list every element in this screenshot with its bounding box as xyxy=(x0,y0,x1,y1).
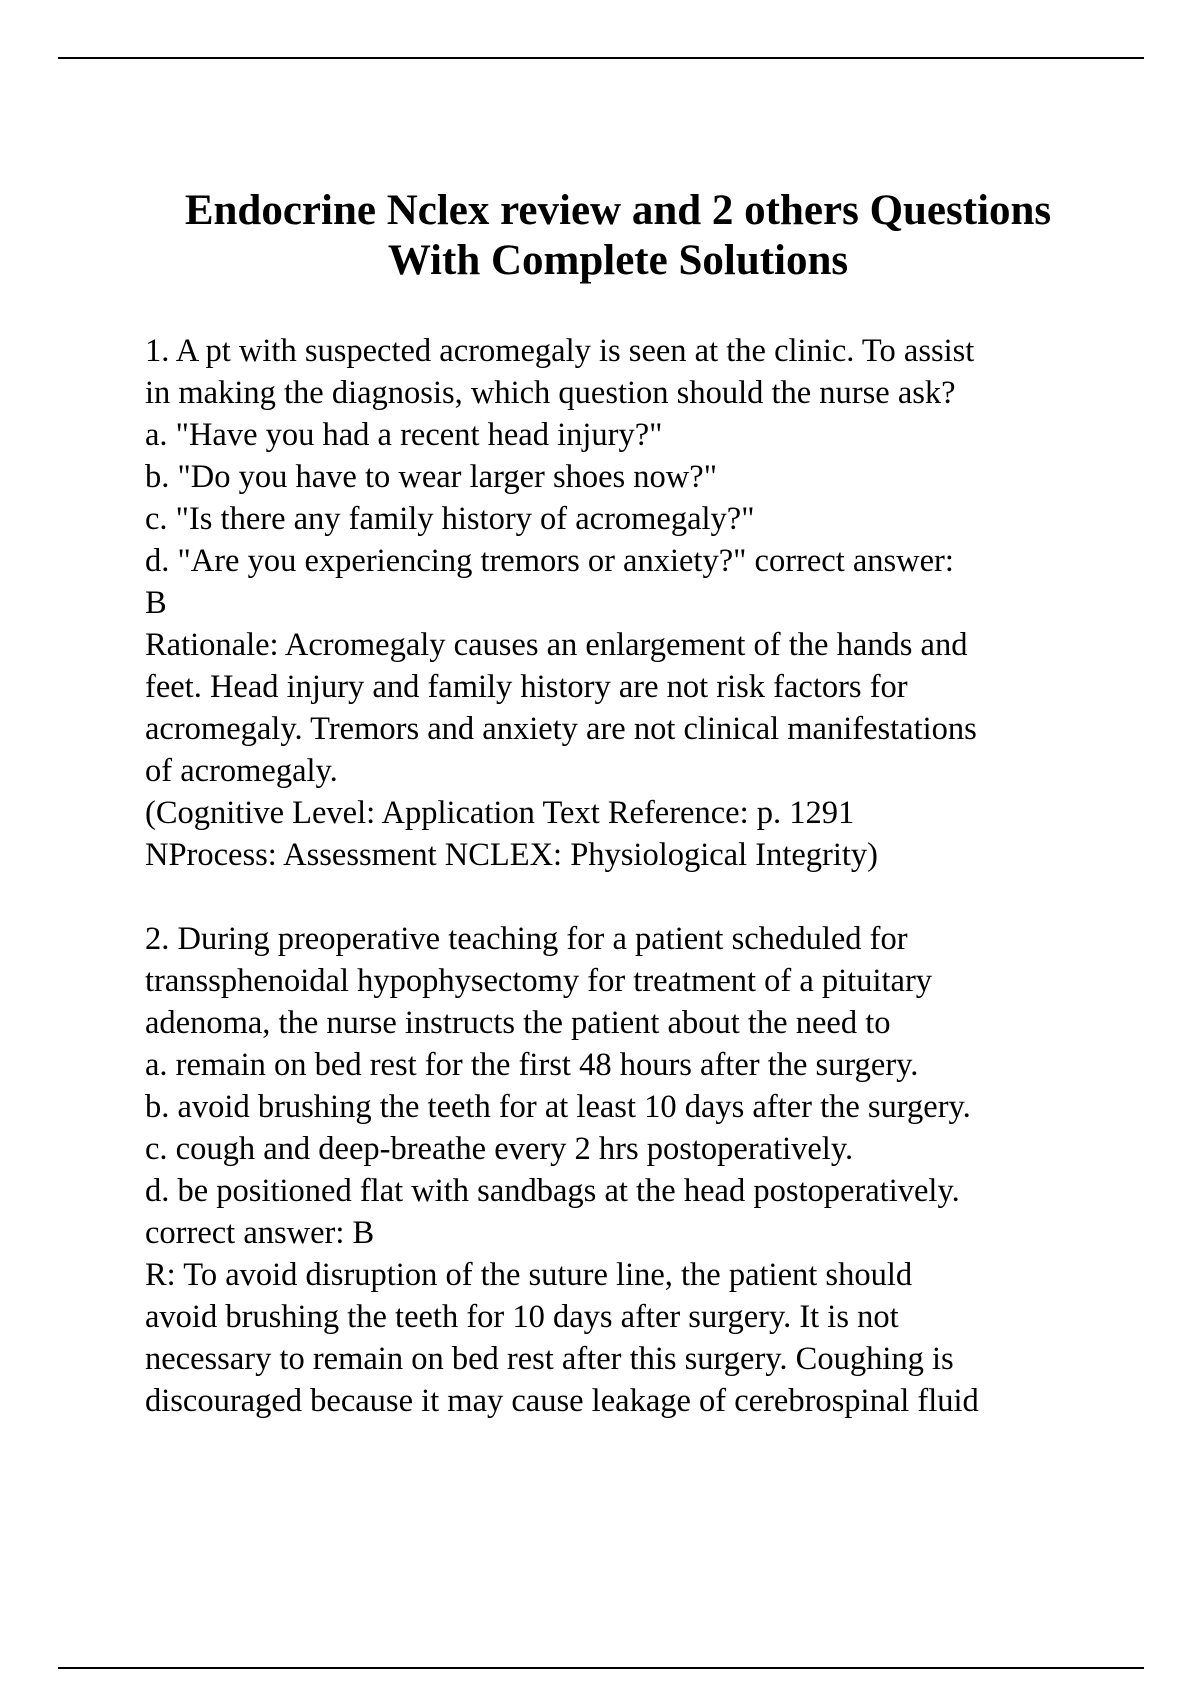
question-1-rationale: acromegaly. Tremors and anxiety are not clinical manifestations xyxy=(145,711,977,747)
question-2-option-b: b. avoid brushing the teeth for at least 10 days after the surgery. xyxy=(145,1089,971,1125)
question-1-option-c: c. "Is there any family history of acromegaly?" xyxy=(145,501,755,537)
question-2-option-c: c. cough and deep-breathe every 2 hrs postoperatively. xyxy=(145,1131,854,1167)
title-line: With Complete Solutions xyxy=(387,237,849,284)
top-divider xyxy=(58,57,1144,59)
question-2-option-d: d. be positioned flat with sandbags at the head postoperatively. xyxy=(145,1173,960,1209)
question-1-rationale: feet. Head injury and family history are not risk factors for xyxy=(145,669,908,705)
document-body xyxy=(145,330,1155,1422)
question-2-stem: adenoma, the nurse instructs the patient about the need to xyxy=(145,1005,891,1041)
question-2-stem: transsphenoidal hypophysectomy for treatment of a pituitary xyxy=(145,963,933,999)
bottom-divider xyxy=(58,1667,1144,1669)
question-1-reference: (Cognitive Level: Application Text Reference: p. 1291 xyxy=(145,795,855,831)
question-2-rationale: avoid brushing the teeth for 10 days after surgery. It is not xyxy=(145,1299,899,1335)
question-2-option-a: a. remain on bed rest for the first 48 hours after the surgery. xyxy=(145,1047,919,1083)
question-1-rationale: Rationale: Acromegaly causes an enlargement of the hands and xyxy=(145,627,968,663)
question-1-rationale: of acromegaly. xyxy=(145,753,338,789)
question-2-rationale: R: To avoid disruption of the suture line, the patient should xyxy=(145,1257,913,1293)
question-1-stem: 1. A pt with suspected acromegaly is seen at the clinic. To assist xyxy=(145,333,975,369)
question-2-stem: 2. During preoperative teaching for a patient scheduled for xyxy=(145,921,908,957)
title-line: Endocrine Nclex review and 2 others Questions xyxy=(184,187,1052,234)
question-1-option-d: d. "Are you experiencing tremors or anxiety?" correct answer: xyxy=(145,543,954,579)
paragraph-gap xyxy=(145,876,1155,918)
question-2-rationale: necessary to remain on bed rest after this surgery. Coughing is xyxy=(145,1341,954,1377)
question-2-rationale: discouraged because it may cause leakage of cerebrospinal fluid xyxy=(145,1383,979,1419)
question-block-1 xyxy=(145,330,1155,876)
question-1-option-b: b. "Do you have to wear larger shoes now?" xyxy=(145,459,717,495)
question-2-answer: correct answer: B xyxy=(145,1215,375,1251)
question-block-2 xyxy=(145,918,1155,1422)
question-1-reference: NProcess: Assessment NCLEX: Physiological Integrity) xyxy=(145,837,878,873)
question-1-stem: in making the diagnosis, which question should the nurse ask? xyxy=(145,375,956,411)
question-1-option-a: a. "Have you had a recent head injury?" xyxy=(145,417,663,453)
document-title xyxy=(58,186,1178,286)
question-1-answer: B xyxy=(145,585,167,621)
